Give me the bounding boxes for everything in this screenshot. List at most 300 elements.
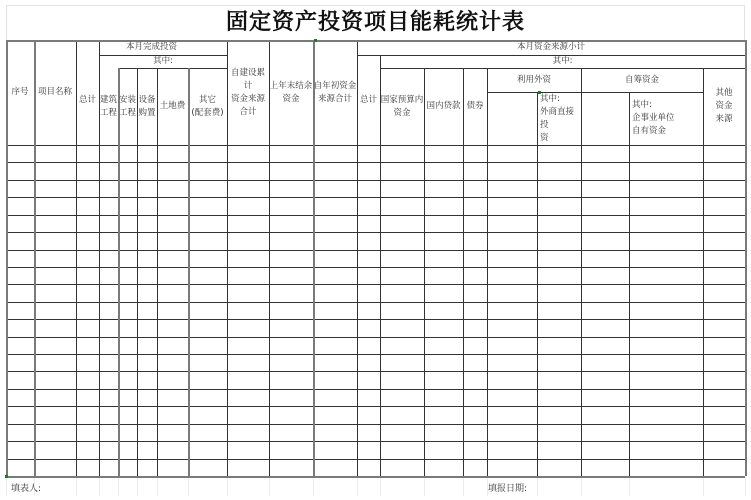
table-cell[interactable]	[77, 233, 99, 249]
table-cell[interactable]	[35, 233, 76, 249]
table-cell[interactable]	[138, 181, 157, 197]
table-cell[interactable]	[270, 251, 313, 267]
table-cell[interactable]	[228, 442, 269, 458]
table-cell[interactable]	[158, 372, 188, 388]
table-cell[interactable]	[270, 338, 313, 354]
table-cell[interactable]	[35, 355, 76, 371]
table-cell[interactable]	[158, 442, 188, 458]
table-cell[interactable]	[77, 303, 99, 319]
table-cell[interactable]	[704, 268, 745, 284]
table-cell[interactable]	[704, 425, 745, 441]
table-cell[interactable]	[270, 146, 313, 162]
table-cell[interactable]	[228, 355, 269, 371]
table-cell[interactable]	[314, 460, 357, 476]
table-cell[interactable]	[270, 268, 313, 284]
table-cell[interactable]	[189, 251, 227, 267]
table-cell[interactable]	[358, 425, 380, 441]
table-cell[interactable]	[464, 268, 487, 284]
table-cell[interactable]	[381, 268, 424, 284]
table-cell[interactable]	[538, 251, 581, 267]
table-cell[interactable]	[228, 146, 269, 162]
table-cell[interactable]	[119, 338, 137, 354]
table-cell[interactable]	[704, 320, 745, 336]
table-cell[interactable]	[158, 285, 188, 301]
table-cell[interactable]	[314, 320, 357, 336]
table-cell[interactable]	[630, 181, 703, 197]
table-cell[interactable]	[189, 216, 227, 232]
table-cell[interactable]	[270, 303, 313, 319]
table-cell[interactable]	[630, 355, 703, 371]
table-cell[interactable]	[704, 442, 745, 458]
table-cell[interactable]	[270, 216, 313, 232]
table-cell[interactable]	[538, 390, 581, 406]
table-cell[interactable]	[77, 442, 99, 458]
table-cell[interactable]	[381, 372, 424, 388]
table-cell[interactable]	[358, 460, 380, 476]
table-cell[interactable]	[425, 233, 463, 249]
table-cell[interactable]	[270, 285, 313, 301]
table-cell[interactable]	[538, 163, 581, 179]
table-cell[interactable]	[488, 268, 537, 284]
table-cell[interactable]	[77, 268, 99, 284]
table-cell[interactable]	[538, 181, 581, 197]
table-cell[interactable]	[100, 460, 118, 476]
table-cell[interactable]	[425, 372, 463, 388]
table-cell[interactable]	[582, 233, 629, 249]
table-cell[interactable]	[704, 390, 745, 406]
table-cell[interactable]	[488, 407, 537, 423]
table-cell[interactable]	[270, 355, 313, 371]
table-cell[interactable]	[189, 355, 227, 371]
table-cell[interactable]	[358, 407, 380, 423]
table-cell[interactable]	[381, 251, 424, 267]
table-cell[interactable]	[189, 233, 227, 249]
table-cell[interactable]	[100, 425, 118, 441]
table-cell[interactable]	[158, 355, 188, 371]
table-cell[interactable]	[464, 320, 487, 336]
table-cell[interactable]	[35, 338, 76, 354]
table-cell[interactable]	[138, 216, 157, 232]
table-cell[interactable]	[77, 355, 99, 371]
table-cell[interactable]	[138, 198, 157, 214]
table-cell[interactable]	[77, 163, 99, 179]
table-cell[interactable]	[228, 407, 269, 423]
table-cell[interactable]	[100, 216, 118, 232]
table-cell[interactable]	[425, 268, 463, 284]
table-cell[interactable]	[119, 251, 137, 267]
table-cell[interactable]	[138, 146, 157, 162]
table-cell[interactable]	[464, 251, 487, 267]
table-cell[interactable]	[464, 390, 487, 406]
table-cell[interactable]	[582, 407, 629, 423]
table-cell[interactable]	[582, 425, 629, 441]
table-cell[interactable]	[464, 442, 487, 458]
table-cell[interactable]	[464, 460, 487, 476]
table-cell[interactable]	[270, 460, 313, 476]
table-cell[interactable]	[35, 285, 76, 301]
table-cell[interactable]	[100, 407, 118, 423]
table-cell[interactable]	[488, 216, 537, 232]
table-cell[interactable]	[100, 163, 118, 179]
table-cell[interactable]	[189, 320, 227, 336]
table-cell[interactable]	[314, 146, 357, 162]
table-cell[interactable]	[35, 181, 76, 197]
table-cell[interactable]	[704, 303, 745, 319]
table-cell[interactable]	[582, 163, 629, 179]
table-cell[interactable]	[189, 268, 227, 284]
table-cell[interactable]	[228, 303, 269, 319]
table-cell[interactable]	[189, 303, 227, 319]
table-cell[interactable]	[158, 181, 188, 197]
table-cell[interactable]	[158, 198, 188, 214]
table-cell[interactable]	[488, 372, 537, 388]
table-cell[interactable]	[77, 320, 99, 336]
table-cell[interactable]	[582, 146, 629, 162]
table-cell[interactable]	[314, 163, 357, 179]
table-cell[interactable]	[314, 233, 357, 249]
table-cell[interactable]	[35, 303, 76, 319]
table-cell[interactable]	[630, 407, 703, 423]
table-cell[interactable]	[138, 233, 157, 249]
table-cell[interactable]	[425, 146, 463, 162]
table-cell[interactable]	[488, 198, 537, 214]
table-cell[interactable]	[425, 320, 463, 336]
table-cell[interactable]	[582, 181, 629, 197]
table-cell[interactable]	[425, 390, 463, 406]
table-cell[interactable]	[314, 216, 357, 232]
table-cell[interactable]	[189, 425, 227, 441]
table-cell[interactable]	[358, 163, 380, 179]
table-cell[interactable]	[358, 285, 380, 301]
table-cell[interactable]	[538, 460, 581, 476]
table-cell[interactable]	[228, 251, 269, 267]
table-cell[interactable]	[77, 390, 99, 406]
table-cell[interactable]	[582, 320, 629, 336]
table-cell[interactable]	[488, 442, 537, 458]
table-cell[interactable]	[119, 372, 137, 388]
table-cell[interactable]	[538, 407, 581, 423]
table-cell[interactable]	[582, 216, 629, 232]
table-cell[interactable]	[100, 442, 118, 458]
table-cell[interactable]	[138, 338, 157, 354]
table-cell[interactable]	[464, 407, 487, 423]
table-cell[interactable]	[100, 303, 118, 319]
table-cell[interactable]	[77, 407, 99, 423]
table-cell[interactable]	[7, 268, 34, 284]
table-cell[interactable]	[270, 372, 313, 388]
table-cell[interactable]	[35, 163, 76, 179]
table-cell[interactable]	[538, 198, 581, 214]
table-cell[interactable]	[138, 355, 157, 371]
table-cell[interactable]	[189, 285, 227, 301]
table-cell[interactable]	[630, 233, 703, 249]
table-cell[interactable]	[358, 181, 380, 197]
table-cell[interactable]	[158, 338, 188, 354]
table-cell[interactable]	[138, 372, 157, 388]
table-cell[interactable]	[464, 146, 487, 162]
table-cell[interactable]	[189, 460, 227, 476]
table-cell[interactable]	[158, 216, 188, 232]
table-cell[interactable]	[630, 460, 703, 476]
table-cell[interactable]	[630, 390, 703, 406]
table-cell[interactable]	[464, 163, 487, 179]
table-cell[interactable]	[704, 251, 745, 267]
table-cell[interactable]	[138, 442, 157, 458]
table-cell[interactable]	[538, 372, 581, 388]
table-cell[interactable]	[538, 320, 581, 336]
table-cell[interactable]	[464, 198, 487, 214]
table-cell[interactable]	[77, 372, 99, 388]
table-cell[interactable]	[704, 460, 745, 476]
table-cell[interactable]	[582, 251, 629, 267]
table-cell[interactable]	[189, 163, 227, 179]
table-cell[interactable]	[358, 146, 380, 162]
table-cell[interactable]	[425, 163, 463, 179]
table-cell[interactable]	[582, 372, 629, 388]
table-cell[interactable]	[77, 425, 99, 441]
table-cell[interactable]	[270, 407, 313, 423]
table-cell[interactable]	[704, 181, 745, 197]
table-cell[interactable]	[158, 390, 188, 406]
table-cell[interactable]	[228, 216, 269, 232]
table-cell[interactable]	[7, 320, 34, 336]
table-cell[interactable]	[158, 268, 188, 284]
table-cell[interactable]	[7, 303, 34, 319]
table-cell[interactable]	[704, 285, 745, 301]
table-cell[interactable]	[488, 338, 537, 354]
table-cell[interactable]	[314, 285, 357, 301]
table-cell[interactable]	[381, 181, 424, 197]
table-cell[interactable]	[538, 355, 581, 371]
table-cell[interactable]	[314, 251, 357, 267]
table-cell[interactable]	[228, 390, 269, 406]
table-cell[interactable]	[488, 355, 537, 371]
table-cell[interactable]	[425, 442, 463, 458]
table-cell[interactable]	[119, 146, 137, 162]
table-cell[interactable]	[119, 163, 137, 179]
table-cell[interactable]	[77, 146, 99, 162]
table-cell[interactable]	[77, 181, 99, 197]
table-cell[interactable]	[425, 198, 463, 214]
table-cell[interactable]	[35, 372, 76, 388]
table-cell[interactable]	[7, 181, 34, 197]
table-cell[interactable]	[488, 181, 537, 197]
table-cell[interactable]	[630, 372, 703, 388]
table-cell[interactable]	[425, 460, 463, 476]
table-cell[interactable]	[425, 407, 463, 423]
table-cell[interactable]	[358, 372, 380, 388]
table-cell[interactable]	[538, 442, 581, 458]
table-cell[interactable]	[189, 338, 227, 354]
table-cell[interactable]	[7, 460, 34, 476]
table-cell[interactable]	[158, 425, 188, 441]
table-cell[interactable]	[381, 425, 424, 441]
table-cell[interactable]	[35, 268, 76, 284]
table-cell[interactable]	[425, 251, 463, 267]
table-cell[interactable]	[704, 372, 745, 388]
table-cell[interactable]	[100, 390, 118, 406]
table-cell[interactable]	[228, 268, 269, 284]
table-cell[interactable]	[425, 181, 463, 197]
table-cell[interactable]	[381, 285, 424, 301]
table-cell[interactable]	[138, 163, 157, 179]
table-cell[interactable]	[488, 303, 537, 319]
table-cell[interactable]	[100, 181, 118, 197]
table-cell[interactable]	[582, 442, 629, 458]
table-cell[interactable]	[381, 233, 424, 249]
table-cell[interactable]	[7, 198, 34, 214]
table-cell[interactable]	[704, 407, 745, 423]
table-cell[interactable]	[270, 198, 313, 214]
table-cell[interactable]	[358, 233, 380, 249]
table-cell[interactable]	[538, 233, 581, 249]
table-cell[interactable]	[464, 355, 487, 371]
table-cell[interactable]	[314, 390, 357, 406]
table-cell[interactable]	[35, 251, 76, 267]
table-cell[interactable]	[119, 198, 137, 214]
table-cell[interactable]	[189, 372, 227, 388]
table-cell[interactable]	[189, 198, 227, 214]
table-cell[interactable]	[100, 251, 118, 267]
table-cell[interactable]	[538, 425, 581, 441]
table-cell[interactable]	[582, 390, 629, 406]
table-cell[interactable]	[314, 303, 357, 319]
table-cell[interactable]	[314, 442, 357, 458]
table-cell[interactable]	[228, 198, 269, 214]
table-cell[interactable]	[7, 407, 34, 423]
table-cell[interactable]	[119, 303, 137, 319]
table-cell[interactable]	[630, 320, 703, 336]
table-cell[interactable]	[314, 338, 357, 354]
table-cell[interactable]	[381, 303, 424, 319]
table-cell[interactable]	[358, 355, 380, 371]
table-cell[interactable]	[704, 338, 745, 354]
table-cell[interactable]	[7, 390, 34, 406]
table-cell[interactable]	[35, 216, 76, 232]
table-cell[interactable]	[358, 320, 380, 336]
table-cell[interactable]	[488, 285, 537, 301]
table-cell[interactable]	[7, 216, 34, 232]
table-cell[interactable]	[704, 163, 745, 179]
table-cell[interactable]	[7, 285, 34, 301]
table-cell[interactable]	[35, 320, 76, 336]
table-cell[interactable]	[270, 181, 313, 197]
table-cell[interactable]	[358, 338, 380, 354]
table-cell[interactable]	[358, 198, 380, 214]
table-cell[interactable]	[358, 303, 380, 319]
table-cell[interactable]	[704, 146, 745, 162]
table-cell[interactable]	[425, 216, 463, 232]
table-cell[interactable]	[228, 460, 269, 476]
table-cell[interactable]	[358, 390, 380, 406]
table-cell[interactable]	[538, 303, 581, 319]
table-cell[interactable]	[464, 303, 487, 319]
table-cell[interactable]	[630, 146, 703, 162]
table-cell[interactable]	[138, 390, 157, 406]
table-cell[interactable]	[7, 442, 34, 458]
table-cell[interactable]	[630, 163, 703, 179]
table-cell[interactable]	[158, 251, 188, 267]
table-cell[interactable]	[314, 268, 357, 284]
table-cell[interactable]	[77, 338, 99, 354]
table-cell[interactable]	[158, 163, 188, 179]
table-cell[interactable]	[358, 442, 380, 458]
table-cell[interactable]	[488, 390, 537, 406]
table-cell[interactable]	[228, 181, 269, 197]
table-cell[interactable]	[138, 407, 157, 423]
table-cell[interactable]	[270, 425, 313, 441]
table-cell[interactable]	[35, 390, 76, 406]
table-cell[interactable]	[582, 355, 629, 371]
table-cell[interactable]	[228, 425, 269, 441]
table-cell[interactable]	[35, 407, 76, 423]
table-cell[interactable]	[119, 425, 137, 441]
table-cell[interactable]	[464, 233, 487, 249]
table-cell[interactable]	[381, 390, 424, 406]
table-cell[interactable]	[189, 146, 227, 162]
table-cell[interactable]	[77, 460, 99, 476]
table-cell[interactable]	[138, 460, 157, 476]
table-cell[interactable]	[35, 198, 76, 214]
table-cell[interactable]	[119, 320, 137, 336]
table-cell[interactable]	[7, 233, 34, 249]
table-cell[interactable]	[630, 338, 703, 354]
table-cell[interactable]	[100, 198, 118, 214]
table-cell[interactable]	[464, 285, 487, 301]
table-cell[interactable]	[7, 338, 34, 354]
table-cell[interactable]	[630, 216, 703, 232]
table-cell[interactable]	[582, 198, 629, 214]
table-cell[interactable]	[582, 338, 629, 354]
table-cell[interactable]	[538, 285, 581, 301]
table-cell[interactable]	[630, 303, 703, 319]
table-cell[interactable]	[425, 338, 463, 354]
table-cell[interactable]	[538, 216, 581, 232]
table-cell[interactable]	[538, 268, 581, 284]
table-cell[interactable]	[100, 320, 118, 336]
table-cell[interactable]	[488, 425, 537, 441]
table-cell[interactable]	[35, 425, 76, 441]
table-cell[interactable]	[488, 460, 537, 476]
table-cell[interactable]	[7, 163, 34, 179]
table-cell[interactable]	[314, 425, 357, 441]
table-cell[interactable]	[35, 460, 76, 476]
table-cell[interactable]	[158, 146, 188, 162]
table-cell[interactable]	[381, 216, 424, 232]
table-cell[interactable]	[488, 233, 537, 249]
table-cell[interactable]	[119, 285, 137, 301]
table-cell[interactable]	[138, 425, 157, 441]
table-cell[interactable]	[381, 198, 424, 214]
table-cell[interactable]	[158, 233, 188, 249]
table-cell[interactable]	[538, 338, 581, 354]
table-cell[interactable]	[270, 163, 313, 179]
table-cell[interactable]	[630, 251, 703, 267]
table-cell[interactable]	[630, 442, 703, 458]
table-cell[interactable]	[582, 285, 629, 301]
table-cell[interactable]	[189, 407, 227, 423]
table-cell[interactable]	[381, 338, 424, 354]
table-cell[interactable]	[228, 233, 269, 249]
table-cell[interactable]	[7, 146, 34, 162]
table-cell[interactable]	[100, 355, 118, 371]
table-cell[interactable]	[381, 163, 424, 179]
table-cell[interactable]	[630, 268, 703, 284]
table-cell[interactable]	[464, 181, 487, 197]
table-cell[interactable]	[119, 233, 137, 249]
table-cell[interactable]	[381, 146, 424, 162]
table-cell[interactable]	[119, 355, 137, 371]
